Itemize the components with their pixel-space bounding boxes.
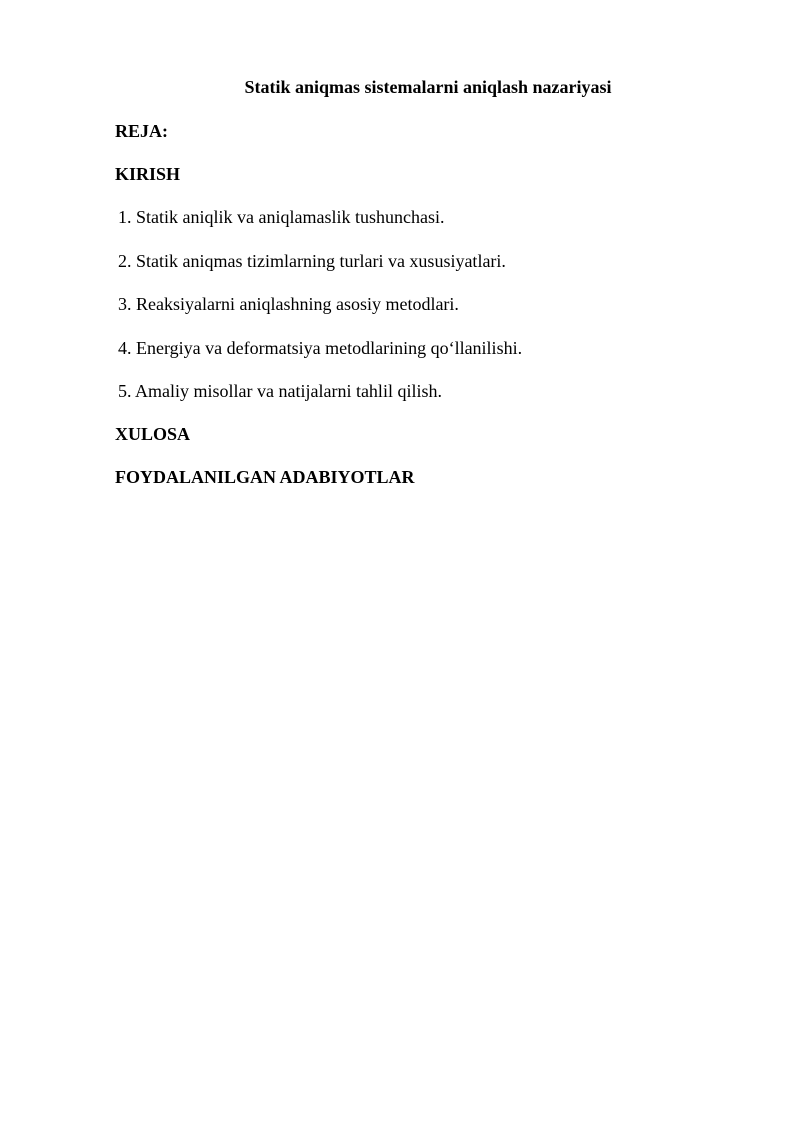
plan-heading: REJA: — [115, 121, 168, 141]
document-title: Statik aniqmas sistemalarni aniqlash nazariyasi — [244, 77, 612, 97]
intro-heading: KIRISH — [115, 164, 181, 184]
plan-item-1: 1. Statik aniqlik va aniqlamaslik tushunchasi. — [118, 207, 445, 227]
references-heading: FOYDALANILGAN ADABIYOTLAR — [115, 467, 415, 487]
plan-item-4: 4. Energiya va deformatsiya metodlarining qo‘llanilishi. — [118, 338, 523, 358]
conclusion-heading: XULOSA — [115, 424, 191, 444]
plan-item-5: 5. Amaliy misollar va natijalarni tahlil qilish. — [118, 381, 442, 401]
plan-item-2: 2. Statik aniqmas tizimlarning turlari va xususiyatlari. — [118, 251, 506, 271]
plan-item-3: 3. Reaksiyalarni aniqlashning asosiy metodlari. — [118, 294, 459, 314]
